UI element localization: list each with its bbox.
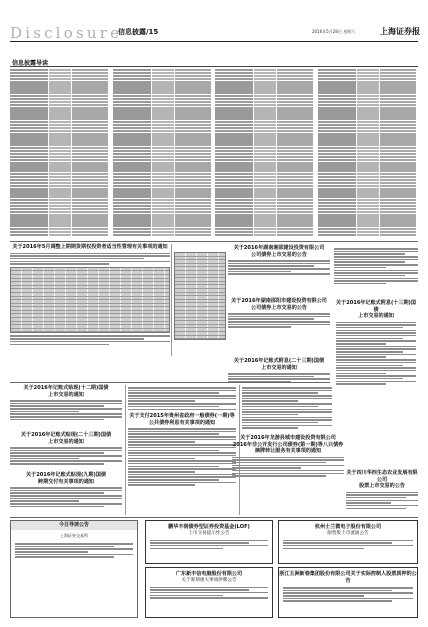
notice-futures-table (174, 250, 226, 340)
notice-discount-12 (10, 385, 122, 422)
notice-subtitle: 跨期交付有关事项的通知 (37, 478, 95, 485)
masthead-rule (10, 41, 418, 42)
index-row (318, 234, 419, 236)
divider (10, 241, 418, 242)
notice-subtitle: 上市交易的通知 (48, 438, 84, 445)
notice-sichuan (346, 470, 418, 510)
notice-title: 关于2016年湖南邵阳市建设投资有限公司 (231, 298, 327, 304)
notice-title: 广东新丰信电脑股份有限公司 (175, 571, 243, 577)
notice-subtitle: 关于筹划重大事项停牌公告 (181, 577, 237, 583)
today-title: 今日导读公告 (11, 521, 137, 530)
notice-title: 关于2016年龙游县城市建设投资有限公司 (240, 435, 336, 441)
notice-silan (278, 520, 418, 564)
notice-longyou (232, 435, 344, 478)
notice-subtitle: 上市交易的通知 (48, 391, 84, 398)
issue-date: 2016年5月28日 星期六 (312, 29, 356, 34)
notice-subtitle: 上市交易的通知 (261, 364, 297, 371)
notice-subtitle: 上市交易提示性公告 (188, 530, 230, 536)
index-table (10, 69, 418, 239)
notice-title: 关于2016年记账式附息(十三期)国债 (336, 300, 416, 313)
notice-title: 关于2016年湖南湘邵建设投资有限公司 (233, 245, 325, 251)
index-rule (10, 66, 418, 67)
notice-bond-2 (228, 298, 330, 329)
notice-penghua-fund (145, 520, 273, 564)
notice-guizhou-interest (128, 385, 236, 487)
paper-name: 上海证券报 (380, 26, 420, 36)
notice-subtitle: 股票上市交易的公告 (359, 483, 405, 489)
notice-subtitle-2: 摘牌转让服务有关事项的通知 (254, 448, 322, 454)
index-column (10, 69, 111, 239)
notice-xinfeng (145, 567, 273, 618)
notice-title: 鹏华丰润债券型证券投资基金(LOF) (168, 524, 250, 530)
notice-title: 关于2016年5月调整上期期货期权投资者适当性管理有关事项的通知 (12, 244, 168, 250)
notice-title: 浙江五洲新春集团股份有限公司关于实际控制人股票质押的公告 (279, 571, 417, 584)
notice-treasury-13 (336, 300, 416, 386)
brand-wordmark: Disclosure (10, 24, 123, 42)
index-row (113, 234, 214, 236)
notice-subtitle: 2016年非公开发行公司债券(第一期)等八只债券 (232, 441, 344, 448)
index-column (215, 69, 316, 239)
notice-table (10, 267, 170, 334)
index-column (113, 69, 214, 239)
notice-treasury-23 (228, 358, 330, 384)
notice-subtitle: 限售股上市流通公告 (327, 530, 369, 536)
notice-title: 关于支付2015年贵州省政府一般债券(一期)等公共债券利息有关事项的通知 (129, 413, 235, 426)
notice-right-column (334, 246, 418, 286)
notice-subtitle: 上市交易的通知 (358, 313, 394, 319)
index-row (215, 234, 316, 236)
notice-title: 杭州士兰微电子股份有限公司 (314, 524, 382, 530)
notice-discount-23 (10, 432, 122, 466)
notice-title: 关于2016年记账式贴现(十二期)国债 (23, 385, 109, 391)
index-title: 信息披露导读 (12, 60, 49, 67)
notice-title: 关于2016年记账式贴现(九期)国债 (26, 472, 106, 478)
notice-title: 关于2016年记账式贴现(二十三期)国债 (20, 432, 112, 438)
today-subtitle: 上海证券交易所 (60, 533, 88, 538)
notice-body (10, 253, 170, 265)
notice-wuzhou (278, 567, 418, 618)
notice-discount-9 (10, 472, 122, 509)
today-index-box (10, 520, 138, 618)
notice-longyou-text (242, 385, 332, 430)
notice-title: 关于四川华西生态农业发展有限公司 (346, 470, 418, 483)
masthead (0, 0, 428, 56)
notice-subtitle: 公司债券上市交易的公告 (250, 251, 308, 258)
notice-subtitle: 公司债券上市交易的公告 (250, 304, 308, 311)
index-column (318, 69, 419, 239)
notice-futures (10, 244, 170, 346)
index-row (10, 234, 111, 236)
section-label: 信息披露/15 (118, 28, 159, 36)
notice-bond-1 (228, 245, 330, 276)
notice-title: 关于2016年记账式附息(二十三期)国债 (233, 358, 325, 364)
